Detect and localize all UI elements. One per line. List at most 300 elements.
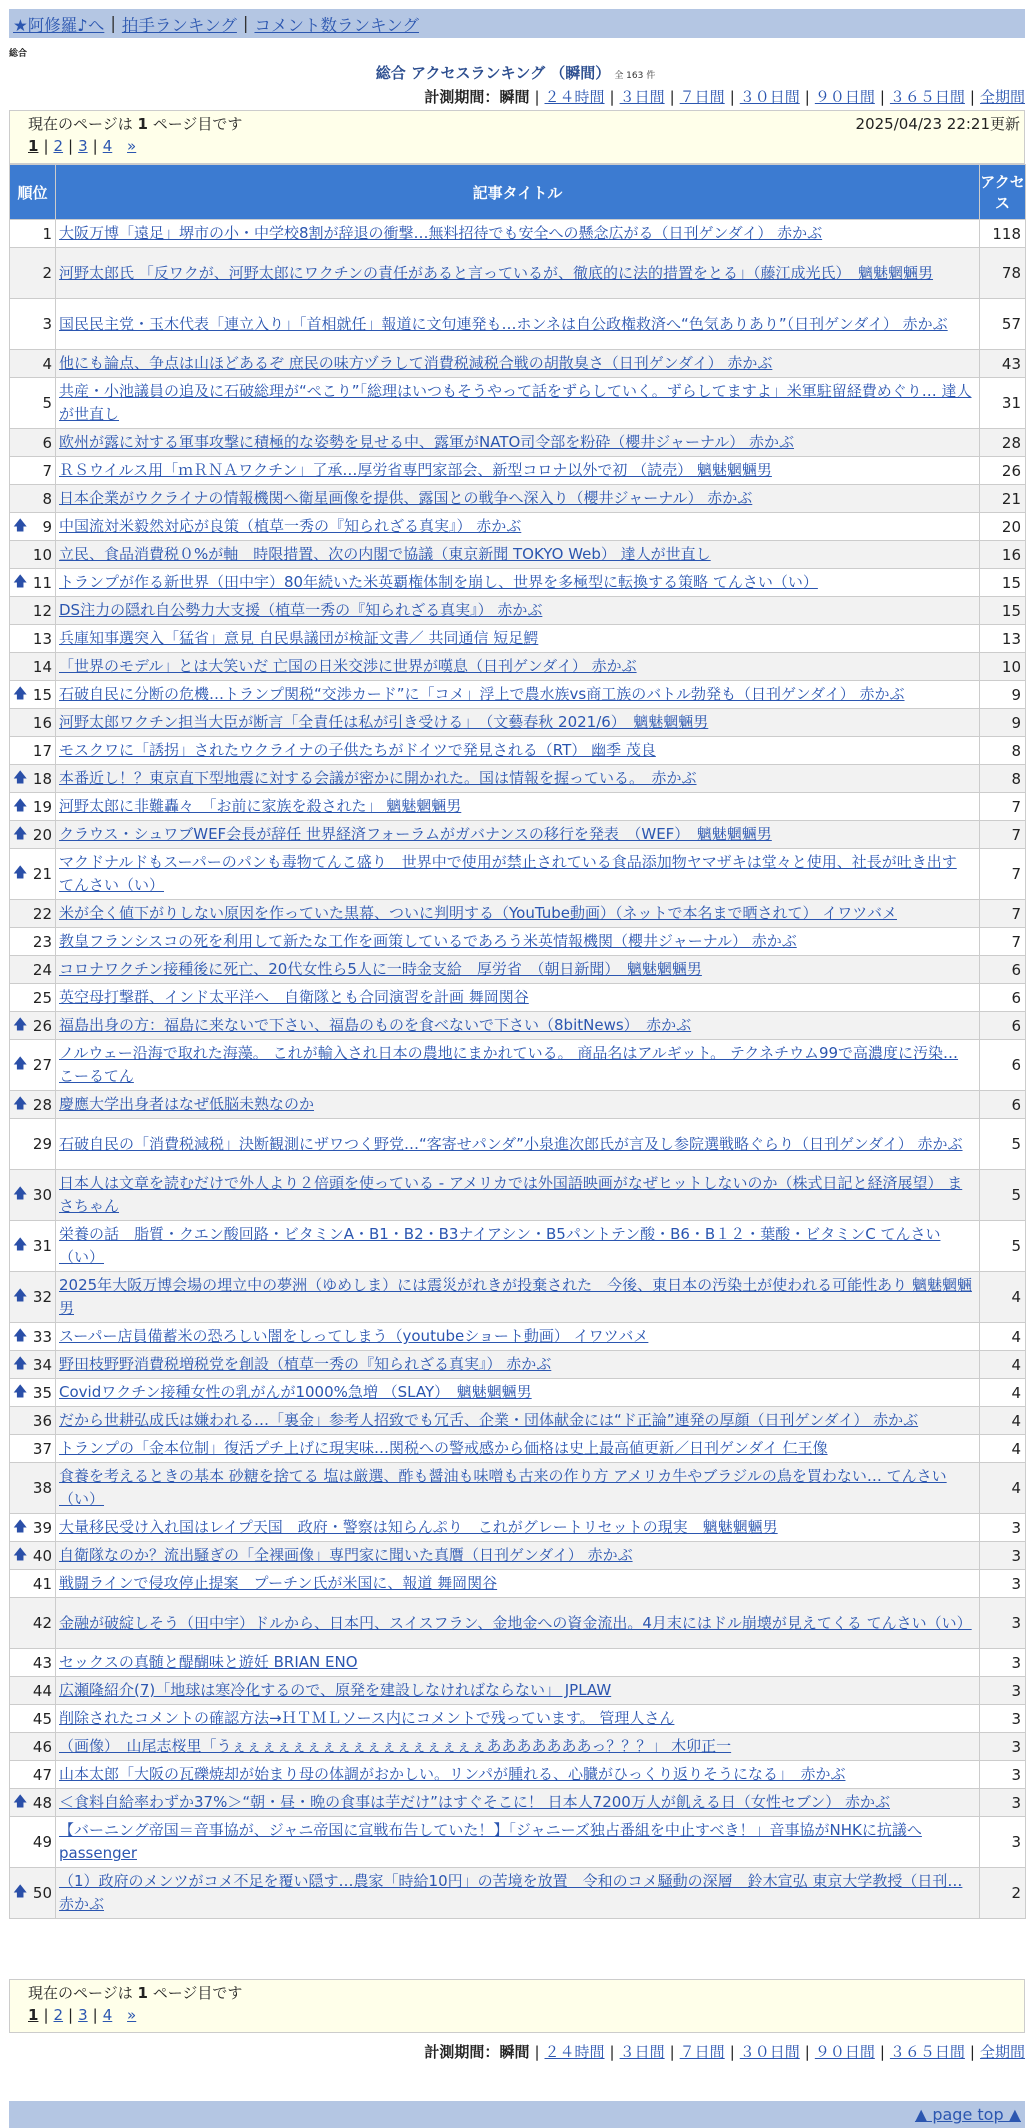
rank-up-arrow-icon: 🡅 [13,769,28,786]
rank-number: 42 [32,1614,52,1632]
pagination-top [28,137,1024,155]
article-link[interactable]: 共産・小池議員の追及に石破総理が“ぺこり”「総理はいつもそうやって話をずらしていく。ずらしてますよ」米軍駐留経費めぐり… 達人が世直し [59,382,972,423]
article-link[interactable]: スーパー店員備蓄米の恐ろしい闇をしってしまう（youtubeショート動画） イワツバメ [59,1327,649,1345]
article-link[interactable]: クラウス・シュワブWEF会長が辞任 世界経済フォーラムがガバナンスの移行を発表 （WEF） 魑魅魍魎男 [59,825,772,843]
table-row [10,1351,1026,1379]
period-link[interactable]: ３６５日間 [889,2043,965,2061]
rank-number: 33 [32,1327,52,1346]
period-separator: | [879,88,885,106]
table-row [10,541,1026,569]
title-cell [56,737,980,765]
table-row [10,1272,1026,1323]
article-link[interactable]: 大阪万博「遠足」堺市の小・中学校8割が辞退の衝撃…無料招待でも安全への懸念広がる（日刊ゲンダイ） 赤かぶ [59,224,823,242]
rank-cell [10,429,56,457]
rank-up-arrow-icon: 🡅 [13,825,28,842]
rank-number: 31 [32,1237,52,1255]
rank-cell [10,299,56,350]
rank-cell [10,821,56,849]
rank-number: 37 [32,1439,52,1458]
access-count: 15 [980,569,1026,597]
article-link[interactable]: Covidワクチン接種女性の乳がんが1000%急増 （SLAY） 魑魅魍魎男 [59,1383,532,1401]
table-row [10,928,1026,956]
rank-number: 21 [32,865,52,883]
rank-cell [10,1705,56,1733]
period-link[interactable]: ９０日間 [814,2043,875,2061]
title-cell [56,984,980,1012]
page-link[interactable]: 3 [78,137,88,155]
rank-cell [10,1091,56,1119]
article-link[interactable]: 日本人は文章を読むだけで外人より２倍頭を使っている - アメリカでは外国語映画がなぜヒットしないのか（株式日記と経済展望） まさちゃん [59,1174,963,1215]
period-separator: | [804,88,810,106]
rank-number: 48 [32,1793,52,1812]
rank-cell [10,1119,56,1170]
table-row [10,220,1026,248]
access-count: 20 [980,513,1026,541]
rank-cell [10,765,56,793]
current-page-text: 現在のページは 1 ページ目です [28,1984,243,2002]
table-row [10,1119,1026,1170]
article-link[interactable]: 教皇フランシスコの死を利用して新たな工作を画策しているであろう米英情報機関（櫻井ジャーナル） 赤かぶ [59,932,797,950]
rank-number: 44 [32,1681,52,1700]
rank-number: 40 [32,1546,52,1565]
table-row [10,1170,1026,1221]
period-link[interactable]: ７日間 [679,2043,725,2061]
rank-up-arrow-icon: 🡅 [13,1237,28,1253]
access-count: 6 [980,1040,1026,1091]
rank-cell [10,1868,56,1919]
table-row [10,1407,1026,1435]
rank-cell [10,1649,56,1677]
access-count: 3 [980,1542,1026,1570]
rank-cell [10,1435,56,1463]
period-link[interactable]: ２４時間 [544,88,605,106]
period-separator: | [669,2043,675,2061]
period-separator: | [729,2043,735,2061]
rank-cell [10,248,56,299]
rank-number: 23 [32,932,52,951]
total-count: 全 163 件 [614,71,656,81]
rank-cell [10,1463,56,1514]
current-page-number: 1 [28,2006,39,2024]
rank-up-arrow-icon: 🡅 [13,1186,28,1202]
table-row [10,513,1026,541]
page-separator: | [68,137,74,155]
rank-cell [10,793,56,821]
rank-cell [10,1323,56,1351]
table-row [10,793,1026,821]
access-count: 78 [980,248,1026,299]
rank-cell [10,928,56,956]
title-cell [56,1272,980,1323]
rank-cell [10,1221,56,1272]
article-link[interactable]: 米が全く値下がりしない原因を作っていた黒幕、ついに判明する（YouTube動画）（ネットで本名まで晒されて） イワツバメ [59,904,897,922]
page-link[interactable]: 2 [53,137,64,155]
rank-cell [10,569,56,597]
rank-number: 20 [32,825,52,844]
rank-number: 1 [42,224,52,243]
title-cell [56,1570,980,1598]
rank-cell [10,1542,56,1570]
article-link[interactable]: トランプが作る新世界（田中宇）80年続いた米英覇権体制を崩し、世界を多極型に転換する策略 てんさい（い） [59,573,818,591]
article-link[interactable]: 他にも論点、争点は山ほどあるぞ 庶民の味方ヅラして消費税減税合戦の胡散臭さ（日刊ゲンダイ） 赤かぶ [59,354,773,372]
rank-number: 6 [42,433,52,452]
title-cell [56,350,980,378]
title-cell [56,1091,980,1119]
page-top-link[interactable]: ▲ page top ▲ [914,2105,1021,2124]
access-count: 3 [980,1514,1026,1542]
title-cell [56,1677,980,1705]
nav-separator: | [110,14,116,33]
ranking-table [9,164,1026,1919]
rank-cell [10,1272,56,1323]
title-cell [56,956,980,984]
article-link[interactable]: 中国流対米毅然対応が良策（植草一秀の『知られざる真実』） 赤かぶ [59,517,522,535]
article-link[interactable]: セックスの真髄と醍醐味と遊妊 BRIAN ENO [59,1653,358,1671]
applause-ranking-link[interactable]: 拍手ランキング [121,15,237,35]
title-cell [56,1435,980,1463]
title-cell [56,1012,980,1040]
article-link[interactable]: 立民、食品消費税０%が軸 時限措置、次の内閣で協議（東京新聞 TOKYO Web） 達人が世直し [59,545,711,563]
access-count: 28 [980,429,1026,457]
page-link[interactable]: 3 [78,2006,88,2024]
access-count: 5 [980,1170,1026,1221]
title-cell [56,457,980,485]
period-link[interactable]: ７日間 [679,88,725,106]
rank-number: 24 [32,960,52,979]
rank-cell [10,220,56,248]
page-info-top [9,110,1025,164]
access-count: 7 [980,793,1026,821]
rank-number: 47 [32,1765,52,1784]
article-link[interactable]: 石破自民に分断の危機…トランプ関税“交渉カード”に「コメ」浮上で農水族vs商工族のバトル勃発も（日刊ゲンダイ） 赤かぶ [59,685,905,703]
rank-number: 7 [42,461,52,480]
title-cell [56,681,980,709]
title-cell [56,1705,980,1733]
title-cell [56,1040,980,1091]
period-link[interactable]: ３日間 [619,2043,665,2061]
title-cell [56,1733,980,1761]
page-separator [117,137,122,155]
rank-up-arrow-icon: 🡅 [13,685,28,702]
article-link[interactable]: 河野太郎ワクチン担当大臣が断言「全責任は私が引き受ける」 （文藝春秋 2021/6） 魑魅魍魎男 [59,713,709,731]
period-link[interactable]: ３６５日間 [889,88,965,106]
title-cell [56,569,980,597]
article-link[interactable]: （1）政府のメンツがコメ不足を覆い隠す…農家「時給10円」の苦境を放置 令和のコメ騒動の深層 鈴木宣弘 東京大学教授（日刊… 赤かぶ [59,1872,963,1913]
title-cell [56,513,980,541]
rank-number: 26 [32,1016,52,1035]
rank-number: 34 [32,1355,52,1374]
rank-cell [10,1351,56,1379]
access-count: 57 [980,299,1026,350]
rank-cell [10,1789,56,1817]
home-link[interactable]: ★阿修羅♪へ [13,15,105,35]
table-row [10,569,1026,597]
table-row [10,1091,1026,1119]
access-count: 21 [980,485,1026,513]
period-link[interactable]: 全期間 [979,88,1025,106]
period-separator: | [534,88,540,106]
table-row [10,821,1026,849]
article-link[interactable]: ＜食料自給率わずか37%＞“朝・昼・晩の食事は芋だけ”はすぐそこに！ 日本人7200万人が飢える日（女性セブン） 赤かぶ [59,1793,890,1811]
article-link[interactable]: 食養を考えるときの基本 砂糖を捨てる 塩は厳選、酢も醤油も味噌も古来の作り方 アメリカ牛やブラジルの鳥を買わない… てんさい（い） [59,1467,947,1508]
table-row [10,1040,1026,1091]
table-row [10,1761,1026,1789]
article-link[interactable]: 国民民主党・玉木代表「連立入り」「首相就任」報道に文句連発も…ホンネは自公政権救済へ“色気ありあり”（日刊ゲンダイ） 赤かぶ [59,314,948,333]
access-count: 8 [980,765,1026,793]
article-link[interactable]: 石破自民の「消費税減税」決断観測にザワつく野党…“客寄せパンダ”小泉進次郎氏が言及し参院選戦略ぐらり（日刊ゲンダイ） 赤かぶ [59,1134,963,1153]
rank-cell [10,984,56,1012]
table-row [10,1463,1026,1514]
page-separator: | [68,2006,74,2024]
rank-cell [10,1817,56,1868]
access-count: 3 [980,1649,1026,1677]
period-selector-bottom [424,2041,1025,2062]
access-count: 4 [980,1351,1026,1379]
table-row [10,1868,1026,1919]
rank-up-arrow-icon: 🡅 [13,1793,28,1810]
rank-cell [10,597,56,625]
rank-number: 12 [32,601,52,620]
article-link[interactable]: ＲＳウイルス用「ｍＲＮＡワクチン」了承…厚労省専門家部会、新型コロナ以外で初 （読売） 魑魅魍魎男 [59,461,772,479]
period-link[interactable]: ９０日間 [814,88,875,106]
table-row [10,299,1026,350]
rank-cell [10,1677,56,1705]
access-count: 6 [980,984,1026,1012]
table-row [10,1649,1026,1677]
title-cell [56,793,980,821]
article-link[interactable]: コロナワクチン接種後に死亡、20代女性ら5人に一時金支給 厚労省 （朝日新聞） 魑魅魍魎男 [59,960,702,978]
access-count: 15 [980,597,1026,625]
article-link[interactable]: だから世耕弘成氏は嫌われる…「裏金」参考人招致でも冗舌、企業・団体献金には“ド正論”連発の厚顔（日刊ゲンダイ） 赤かぶ [59,1411,919,1429]
rank-cell [10,900,56,928]
access-count: 3 [980,1817,1026,1868]
table-row [10,765,1026,793]
title-cell [56,625,980,653]
article-link[interactable]: 山本太郎「大阪の瓦礫焼却が始まり母の体調がおかしい。リンパが腫れる、心臓がひっくり返りそうになる」 赤かぶ [59,1765,846,1783]
rank-cell [10,849,56,900]
rank-number: 41 [32,1574,52,1593]
page-separator: | [43,2006,49,2024]
rank-number: 3 [42,315,52,333]
page-link[interactable]: 4 [102,2006,113,2024]
article-link[interactable]: 金融が破綻しそう（田中宇）ドルから、日本円、スイスフラン、金地金への資金流出。4月末にはドル崩壊が見えてくる てんさい（い） [59,1613,972,1632]
table-row [10,709,1026,737]
rank-number: 36 [32,1411,52,1430]
comment-ranking-link[interactable]: コメント数ランキング [254,15,419,35]
rank-cell [10,1570,56,1598]
article-link[interactable]: 本番近し！？東京直下型地震に対する会議が密かに開かれた。国は情報を握っている。 赤かぶ [59,769,697,787]
rank-number: 29 [32,1135,52,1153]
rank-cell [10,1379,56,1407]
rank-up-arrow-icon: 🡅 [13,573,28,590]
article-link[interactable]: 戦闘ラインで侵攻停止提案 プーチン氏が米国に、報道 舞岡関谷 [59,1574,498,1592]
ranking-title [0,62,1031,83]
article-link[interactable]: 広瀬隆紹介(7)「地球は寒冷化するので、原発を建設しなければならない」 JPLAW [59,1681,612,1699]
access-count: 4 [980,1379,1026,1407]
period-link[interactable]: ３日間 [619,88,665,106]
access-count: 4 [980,1435,1026,1463]
title-cell [56,1323,980,1351]
access-count: 4 [980,1272,1026,1323]
title-cell [56,248,980,299]
rank-cell [10,625,56,653]
period-separator: | [969,88,975,106]
article-link[interactable]: モスクワに「誘拐」されたウクライナの子供たちがドイツで発見される（RT） 幽季 茂良 [59,741,656,759]
title-cell [56,485,980,513]
title-cell [56,597,980,625]
rank-cell [10,1012,56,1040]
access-count: 118 [980,220,1026,248]
access-count: 7 [980,928,1026,956]
rank-number: 19 [32,797,52,816]
bottom-bar [9,2101,1025,2128]
rank-cell [10,1514,56,1542]
access-count: 26 [980,457,1026,485]
article-link[interactable]: ノルウェー沿海で取れた海藻。 これが輸入され日本の農地にまかれている。 商品名はアルギット。 テクネチウム99で高濃度に汚染… こーるてん [59,1044,959,1085]
period-separator: | [729,88,735,106]
current-page-text: 現在のページは 1 ページ目です [28,115,243,133]
title-cell [56,1170,980,1221]
title-cell [56,1463,980,1514]
rank-up-arrow-icon: 🡅 [13,865,28,881]
rank-number: 5 [42,394,52,412]
access-count: 3 [980,1733,1026,1761]
period-current: 瞬間 [499,88,530,106]
rank-number: 13 [32,629,52,648]
article-link[interactable]: マクドナルドもスーパーのパンも毒物てんこ盛り 世界中で使用が禁止されている食品添加物ヤマザキは堂々と使用、社長が吐き出す てんさい（い） [59,853,957,894]
rank-up-arrow-icon: 🡅 [13,1884,28,1900]
period-separator: | [879,2043,885,2061]
article-link[interactable]: DS注力の隠れ自公勢力大支援（植草一秀の『知られざる真実』） 赤かぶ [59,601,543,619]
article-link[interactable]: 欧州が露に対する軍事攻撃に積極的な姿勢を見せる中、露軍がNATO司令部を粉砕（櫻井ジャーナル） 赤かぶ [59,433,795,451]
ranking-title-text: 総合 アクセスランキング （瞬間） [375,64,611,82]
rank-up-arrow-icon: 🡅 [13,1327,28,1344]
period-separator: | [804,2043,810,2061]
period-link[interactable]: 全期間 [979,2043,1025,2061]
page-separator: | [92,2006,98,2024]
page-info-bottom [9,1979,1025,2033]
access-count: 31 [980,378,1026,429]
article-link[interactable]: 【バーニング帝国＝音事協が、ジャニ帝国に宣戦布告していた！】「ジャニーズ独占番組を中止すべき！」音事協がNHKに抗議へ passenger [59,1821,922,1862]
title-cell [56,378,980,429]
article-link[interactable]: 2025年大阪万博会場の埋立中の夢洲（ゆめしま）には震災がれきが投棄された 今後、東日本の汚染土が使われる可能性あり 魑魅魍魎男 [59,1276,972,1317]
next-page-link[interactable]: » [127,2006,137,2024]
period-link[interactable]: ２４時間 [544,2043,605,2061]
article-link[interactable]: トランプの「金本位制」復活プチ上げに現実味…関税への警戒感から価格は史上最高値更新／日刊ゲンダイ 仁王像 [59,1439,828,1457]
access-count: 6 [980,1012,1026,1040]
rank-cell [10,1170,56,1221]
period-selector-top [424,86,1025,107]
title-cell [56,709,980,737]
article-link[interactable]: 大量移民受け入れ国はレイプ天国 政府・警察は知らんぷり これがグレートリセットの現実 魑魅魍魎男 [59,1518,778,1536]
article-link[interactable]: 日本企業がウクライナの情報機関へ衛星画像を提供、露国との戦争へ深入り（櫻井ジャーナル） 赤かぶ [59,489,753,507]
next-page-link[interactable]: » [127,137,137,155]
article-link[interactable]: 自衛隊なのか？流出騒ぎの「全裸画像」専門家に聞いた真贋（日刊ゲンダイ） 赤かぶ [59,1546,633,1564]
rank-cell [10,681,56,709]
rank-number: 38 [32,1479,52,1497]
article-link[interactable]: 福島出身の方：福島に来ないで下さい、福島のものを食べないで下さい（8bitNews） 赤かぶ [59,1016,692,1034]
article-link[interactable]: 削除されたコメントの確認方法→ＨＴＭＬソース内にコメントで残っています。 管理人さん [59,1709,675,1727]
rank-number: 2 [42,264,52,282]
rank-up-arrow-icon: 🡅 [13,1288,28,1304]
article-link[interactable]: 野田枝野野消費税増税党を創設（植草一秀の『知られざる真実』） 赤かぶ [59,1355,552,1373]
rank-cell [10,1733,56,1761]
rank-cell [10,457,56,485]
rank-number: 14 [32,657,52,676]
access-count: 7 [980,900,1026,928]
title-cell [56,1514,980,1542]
access-count: 3 [980,1705,1026,1733]
period-separator: | [534,2043,540,2061]
title-header: 記事タイトル [56,165,980,220]
article-link[interactable]: 栄養の話 脂質・クエン酸回路・ビタミンA・B1・B2・B3ナイアシン・B5パントテン酸・B6・B１２・葉酸・ビタミンC てんさい（い） [59,1225,941,1266]
rank-cell [10,1407,56,1435]
title-cell [56,1598,980,1649]
period-current: 瞬間 [499,2043,530,2061]
table-row [10,1570,1026,1598]
pagination-bottom [28,2006,1024,2024]
title-cell [56,765,980,793]
access-count: 9 [980,709,1026,737]
title-cell [56,429,980,457]
access-count: 3 [980,1598,1026,1649]
rank-number: 45 [32,1709,52,1728]
access-count: 3 [980,1570,1026,1598]
period-separator: | [609,88,615,106]
rank-up-arrow-icon: 🡅 [13,1095,28,1112]
title-cell [56,1542,980,1570]
access-count: 2 [980,1868,1026,1919]
table-row [10,681,1026,709]
rank-number: 15 [32,685,52,704]
table-row [10,1323,1026,1351]
table-row [10,900,1026,928]
article-link[interactable]: 英空母打撃群、インド太平洋へ 自衛隊とも合同演習を計画 舞岡関谷 [59,988,529,1006]
rank-number: 11 [32,573,52,592]
title-cell [56,900,980,928]
title-cell [56,1868,980,1919]
article-link[interactable]: 河野太郎氏 「反ワクが、河野太郎にワクチンの責任があると言っているが、徹底的に法的措置をとる」（藤江成光氏） 魑魅魍魎男 [59,263,934,282]
access-count: 5 [980,1119,1026,1170]
article-link[interactable]: 兵庫知事選突入「猛省」意見 自民県議団が検証文書／ 共同通信 短足鰐 [59,629,539,647]
table-row [10,1379,1026,1407]
table-row [10,1817,1026,1868]
page-link[interactable]: 4 [102,137,113,155]
title-cell [56,653,980,681]
rank-number: 17 [32,741,52,760]
rank-cell [10,513,56,541]
table-row [10,737,1026,765]
title-cell [56,1649,980,1677]
table-row [10,248,1026,299]
rank-cell [10,541,56,569]
table-row [10,956,1026,984]
article-link[interactable]: （画像） 山尾志桜里「うぇぇぇぇぇぇぇぇぇぇぇぇぇぇぇぇぇあああああああっ？？？」 木卯正一 [59,1737,732,1755]
access-count: 3 [980,1789,1026,1817]
rank-number: 8 [42,489,52,508]
rank-number: 10 [32,545,52,564]
period-link[interactable]: ３０日間 [739,2043,800,2061]
period-link[interactable]: ３０日間 [739,88,800,106]
rank-cell [10,737,56,765]
rank-cell [10,1761,56,1789]
article-link[interactable]: 河野太郎に非難轟々 「お前に家族を殺された」 魑魅魍魎男 [59,797,462,815]
table-row [10,485,1026,513]
article-link[interactable]: 慶應大学出身者はなぜ低脳未熟なのか [59,1095,315,1113]
table-row [10,1705,1026,1733]
page-link[interactable]: 2 [53,2006,64,2024]
article-link[interactable]: 「世界のモデル」とは大笑いだ 亡国の日米交渉に世界が嘆息（日刊ゲンダイ） 赤かぶ [59,657,637,675]
